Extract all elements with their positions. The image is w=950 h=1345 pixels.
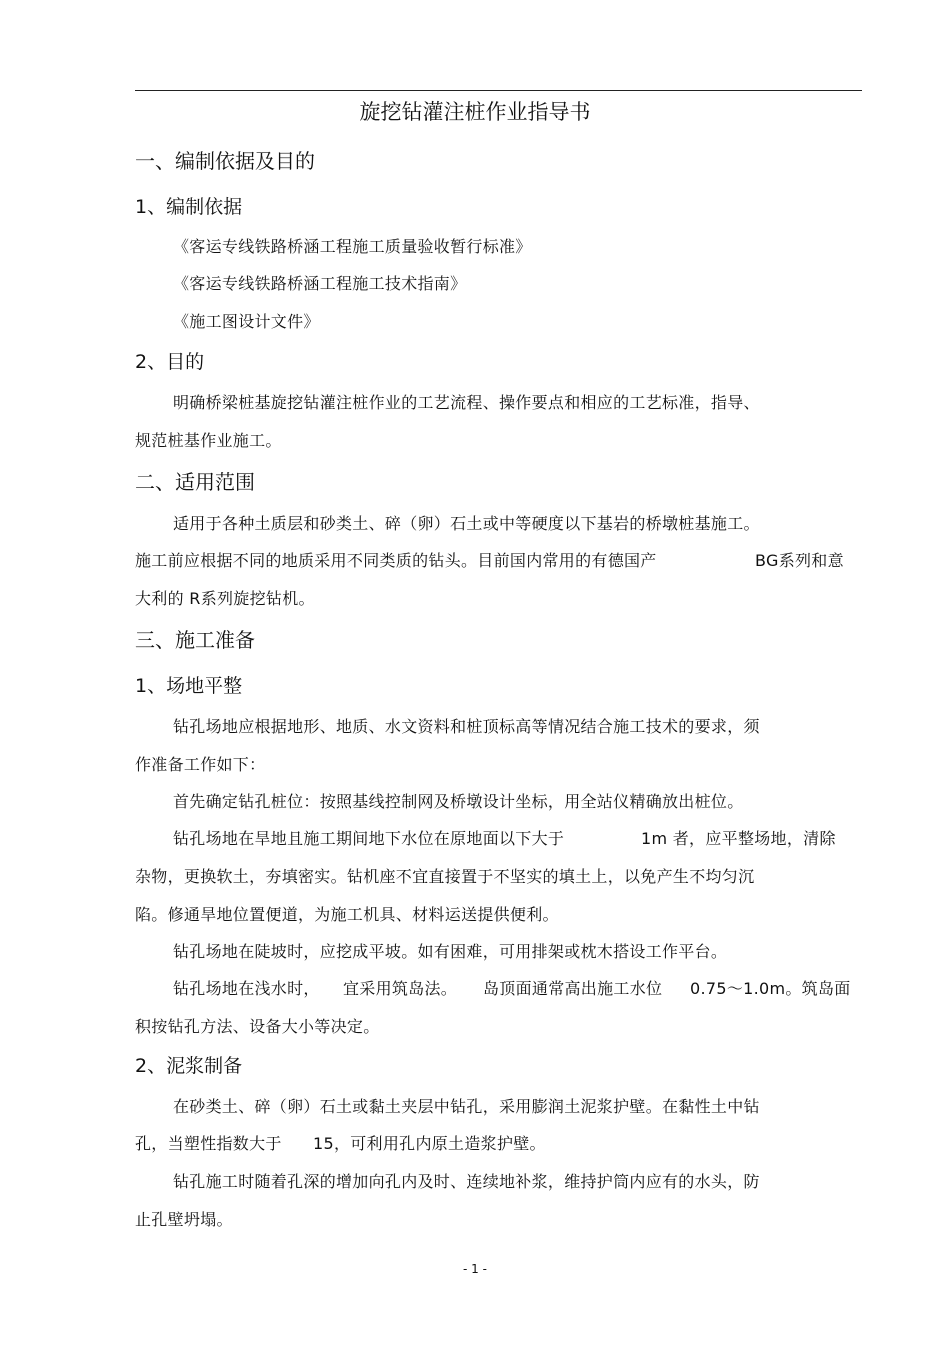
purpose-line-1: 明确桥梁桩基旋挖钻灌注桩作业的工艺流程、操作要点和相应的工艺标准，指导、 [173, 393, 760, 412]
reference-guide: 《客运专线铁路桥涵工程施工技术指南》 [173, 274, 467, 293]
site-line-3: 首先确定钻孔桩位：按照基线控制网及桥墩设计坐标，用全站仪精确放出桩位。 [173, 792, 744, 811]
document-title: 旋挖钻灌注桩作业指导书 [359, 100, 591, 124]
site-line-7: 钻孔场地在陡坡时，应挖成平坡。如有困难，可用排架或枕木搭设工作平台。 [173, 942, 728, 961]
section-heading-scope: 二、适用范围 [135, 470, 255, 494]
reference-standard: 《客运专线铁路桥涵工程施工质量验收暂行标准》 [173, 237, 532, 256]
header-rule [135, 90, 862, 91]
subsection-heading-purpose: 2、目的 [135, 351, 205, 373]
subsection-heading-site: 1、场地平整 [135, 675, 243, 697]
purpose-line-2: 规范桩基作业施工。 [135, 431, 282, 450]
section-heading-preparation: 三、施工准备 [135, 628, 255, 652]
mud-line-3: 钻孔施工时随着孔深的增加向孔内及时、连续地补浆，维持护筒内应有的水头，防 [173, 1172, 760, 1191]
site-line-8-c: 岛顶面通常高出施工水位 [483, 979, 663, 998]
subsection-heading-basis: 1、编制依据 [135, 196, 243, 218]
site-line-4-text: 钻孔场地在旱地且施工期间地下水位在原地面以下大于 [173, 829, 565, 848]
scope-line-3: 大利的 R系列旋挖钻机。 [135, 589, 315, 608]
site-line-4 [173, 826, 836, 849]
mud-line-2-text: 孔，当塑性指数大于 [135, 1134, 282, 1153]
scope-line-2 [135, 548, 844, 571]
scope-line-1: 适用于各种土质层和砂类土、碎（卵）石土或中等硬度以下基岩的桥墩桩基施工。 [173, 514, 760, 533]
site-line-2: 作准备工作如下： [135, 755, 266, 774]
site-line-8 [173, 976, 851, 999]
scope-line-2-text: 施工前应根据不同的地质采用不同类质的钻头。目前国内常用的有德国产 [135, 551, 657, 570]
site-line-8-b: 宜采用筑岛法。 [343, 979, 458, 998]
section-heading-basis: 一、编制依据及目的 [135, 149, 315, 173]
subsection-heading-mud: 2、泥浆制备 [135, 1055, 243, 1077]
site-line-1: 钻孔场地应根据地形、地质、水文资料和桩顶标高等情况结合施工技术的要求，须 [173, 717, 760, 736]
site-line-8-a: 钻孔场地在浅水时， [173, 979, 320, 998]
mud-line-2-tail: 15，可利用孔内原土造浆护壁。 [313, 1134, 546, 1153]
site-line-8-d: 0.75～1.0m。筑岛面 [690, 979, 851, 998]
mud-line-1: 在砂类土、碎（卵）石土或黏土夹层中钻孔，采用膨润土泥浆护壁。在黏性土中钻 [173, 1097, 760, 1116]
mud-line-4: 止孔壁坍塌。 [135, 1210, 233, 1229]
scope-line-2-tail: BG系列和意 [755, 551, 844, 570]
page-number: - 1 - [463, 1262, 487, 1276]
site-line-5: 杂物，更换软土，夯填密实。钻机座不宜直接置于不坚实的填土上，以免产生不均匀沉 [135, 867, 755, 886]
site-line-9: 积按钻孔方法、设备大小等决定。 [135, 1017, 380, 1036]
mud-line-2 [135, 1131, 546, 1154]
site-line-4-tail: 1m 者，应平整场地，清除 [641, 829, 836, 848]
site-line-6: 陷。修通旱地位置便道，为施工机具、材料运送提供便利。 [135, 905, 559, 924]
reference-drawings: 《施工图设计文件》 [173, 312, 320, 331]
